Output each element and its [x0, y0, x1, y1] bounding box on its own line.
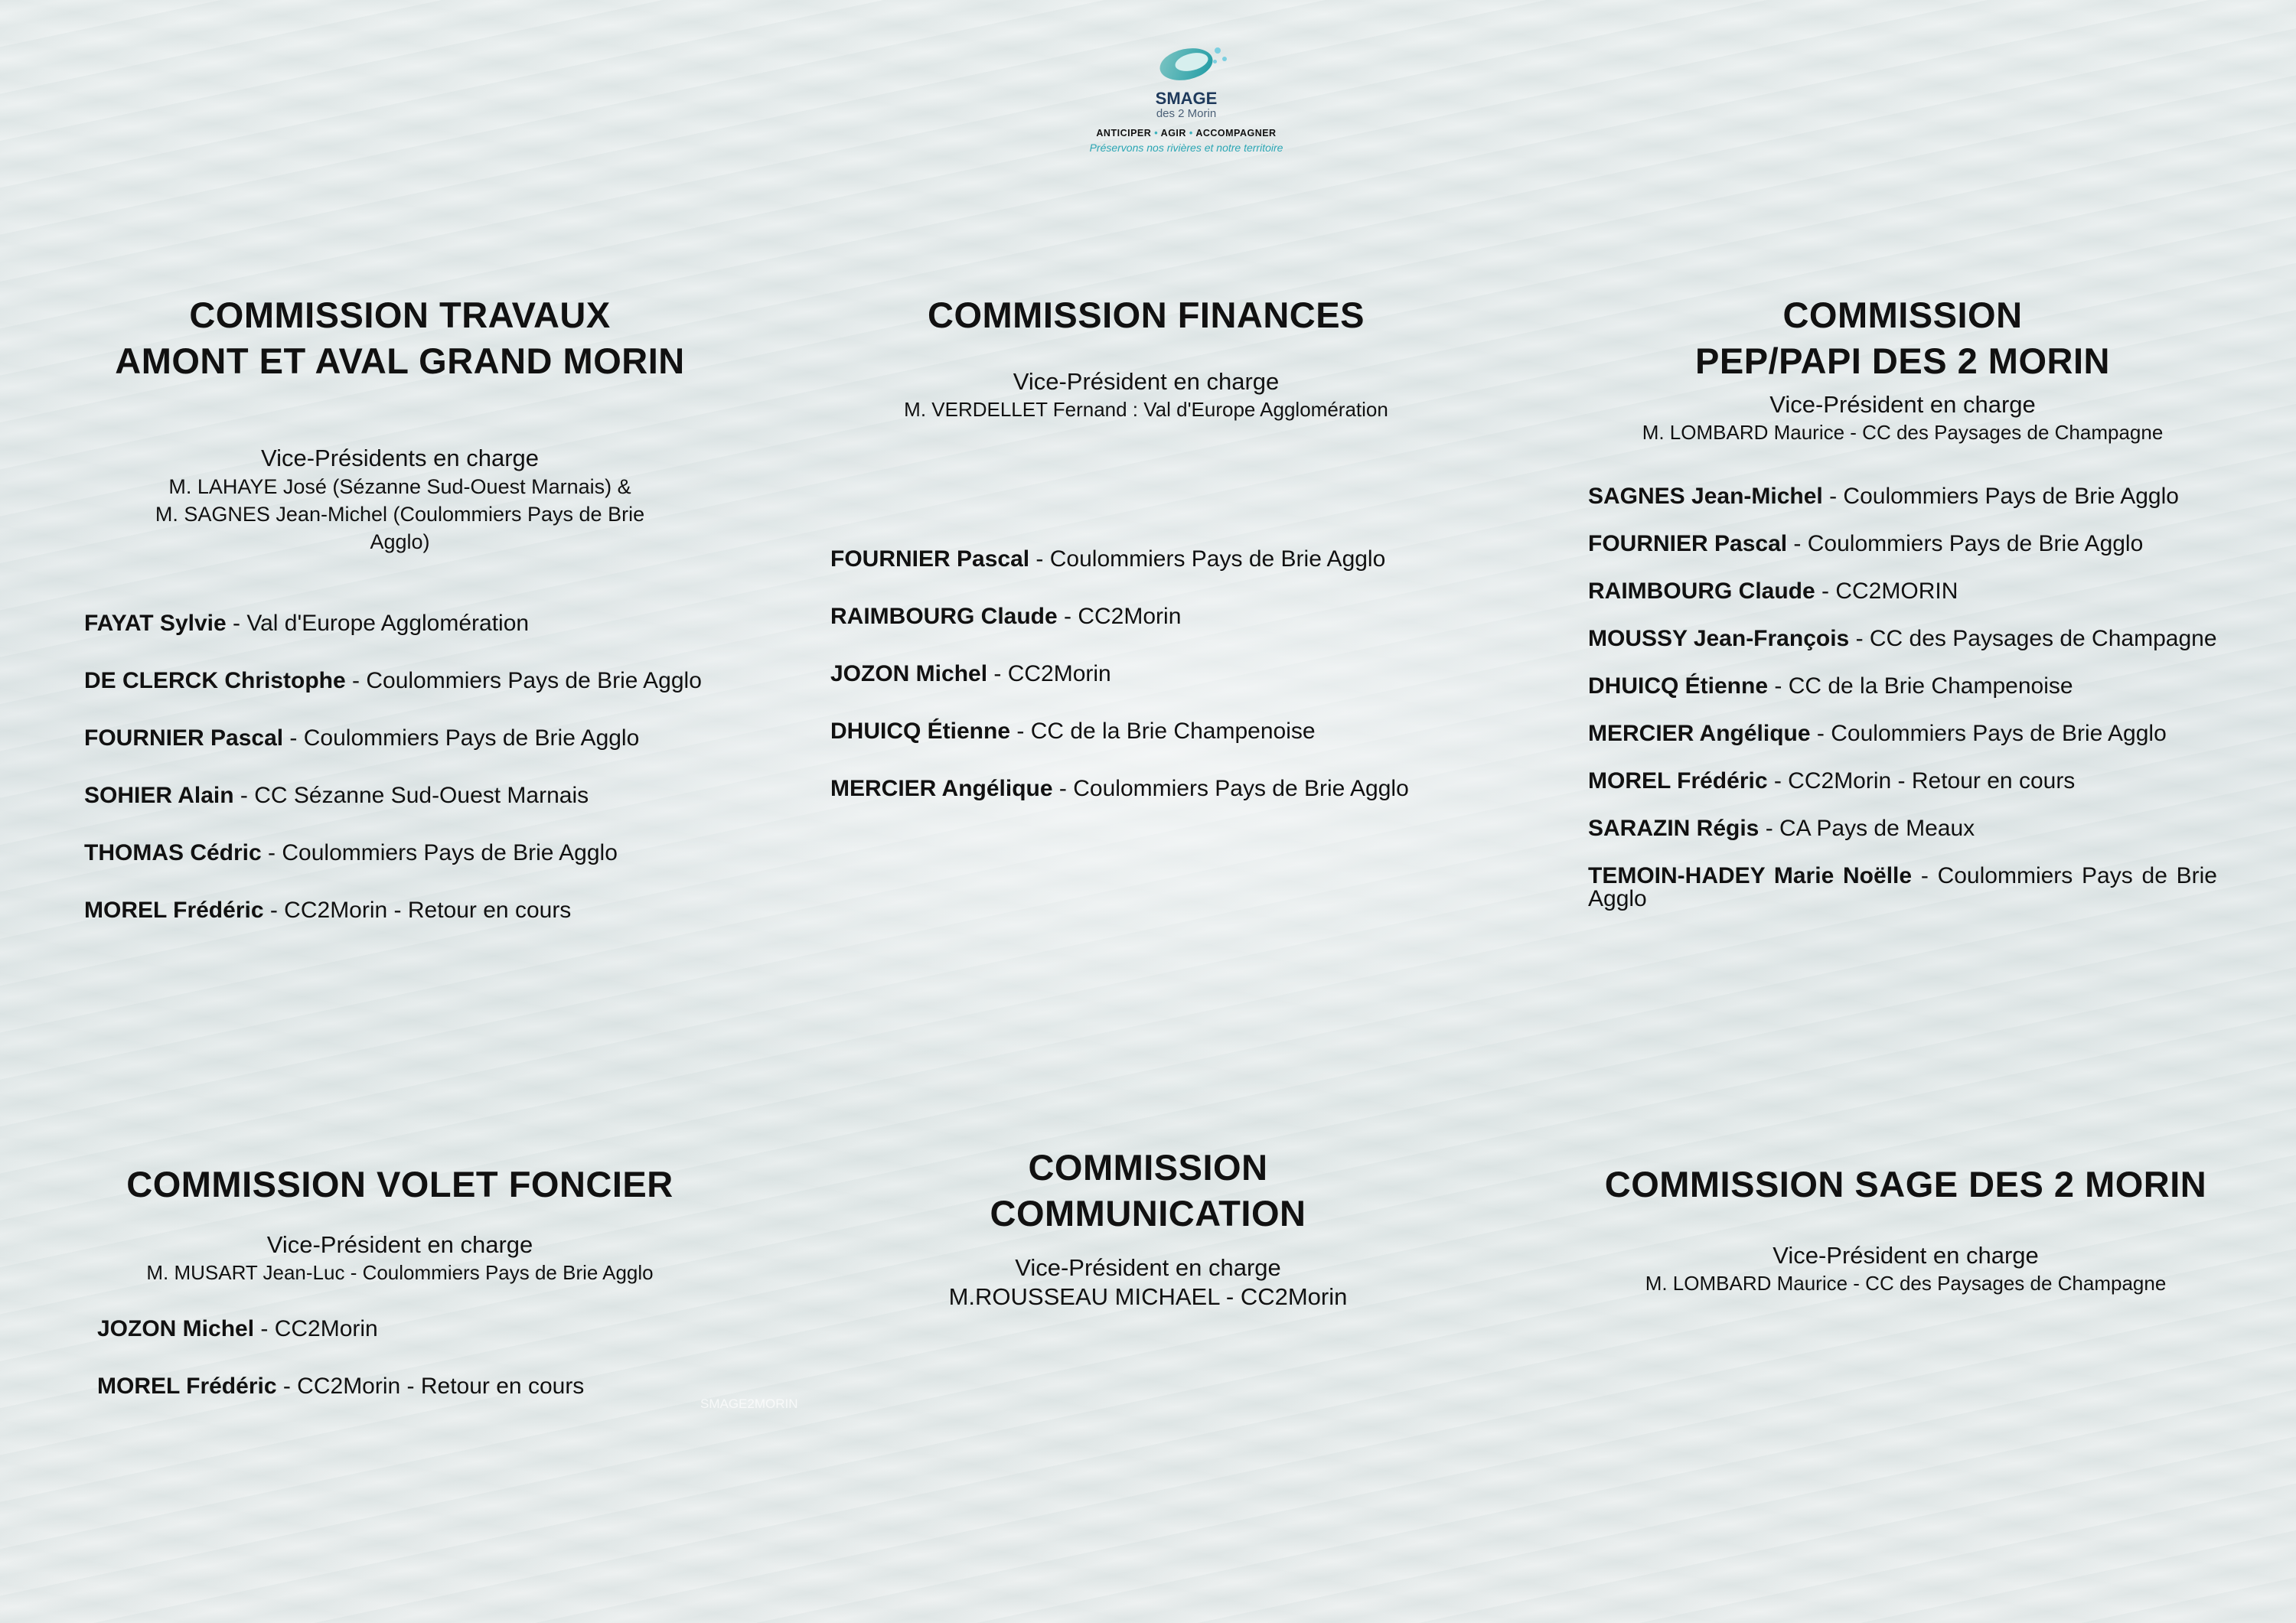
vp-title: Vice-Président en charge — [266, 1231, 533, 1258]
member-name: MOREL Frédéric — [1588, 768, 1768, 794]
title-line: COMMISSION — [1028, 1147, 1268, 1188]
vp-name: M. LOMBARD Maurice - CC des Paysages de Champagne — [1645, 1272, 2167, 1295]
member-name: FOURNIER Pascal — [1588, 531, 1788, 556]
member-item — [830, 717, 1462, 745]
vp-title: Vice-Président en charge — [1773, 1242, 2039, 1269]
member-name: RAIMBOURG Claude — [1588, 578, 1815, 604]
member-item — [84, 839, 716, 867]
member-detail: - Coulommiers Pays de Brie Agglo — [1822, 484, 2179, 509]
tagline-agir: AGIR — [1160, 128, 1186, 139]
member-name: FOURNIER Pascal — [84, 725, 284, 751]
member-name: SAGNES Jean-Michel — [1588, 484, 1823, 509]
member-detail: - CC2MORIN — [1815, 578, 1958, 604]
title-line: COMMISSION — [1782, 295, 2023, 335]
logo-slogan: Préservons nos rivières et notre territoire — [1089, 142, 1283, 154]
logo-subtitle: des 2 Morin — [1156, 107, 1217, 120]
vp-name: M. SAGNES Jean-Michel (Coulommiers Pays de Brie — [155, 503, 645, 526]
vp-title: Vice-Président en charge — [1013, 368, 1280, 395]
member-detail: - CA Pays de Meaux — [1759, 816, 1975, 841]
commission-title — [830, 292, 1462, 338]
vice-president-block — [77, 1230, 723, 1286]
member-detail: - Coulommiers Pays de Brie Agglo — [1052, 776, 1409, 801]
member-item — [830, 545, 1462, 573]
member-detail: - CC2Morin — [254, 1316, 378, 1341]
commission-volet-foncier — [77, 1162, 723, 1429]
member-detail: - CC de la Brie Champenoise — [1010, 719, 1316, 744]
member-item — [1588, 485, 2217, 508]
tagline-separator: • — [1154, 128, 1159, 139]
member-item — [84, 781, 716, 810]
member-name: MOREL Frédéric — [97, 1374, 277, 1399]
member-detail: - Coulommiers Pays de Brie Agglo — [1787, 531, 2144, 556]
commission-title — [1554, 1162, 2258, 1207]
vp-name: M. LOMBARD Maurice - CC des Paysages de Champagne — [1642, 421, 2164, 444]
commission-finances — [830, 292, 1462, 832]
member-item — [1588, 533, 2217, 556]
member-item — [1588, 770, 2217, 793]
vice-president-block — [1557, 390, 2248, 445]
member-name: RAIMBOURG Claude — [830, 604, 1058, 629]
member-name: THOMAS Cédric — [84, 840, 262, 865]
member-detail: - CC2Morin - Retour en cours — [276, 1374, 585, 1399]
title-line: PEP/PAPI DES 2 MORIN — [1695, 341, 2110, 381]
water-drop-icon — [1152, 44, 1221, 87]
member-detail: - CC Sézanne Sud-Ouest Marnais — [233, 783, 589, 808]
vp-name: M. LAHAYE José (Sézanne Sud-Ouest Marnais) & — [168, 475, 631, 498]
member-detail: - CC de la Brie Champenoise — [1768, 673, 2073, 699]
commission-title — [77, 1162, 723, 1207]
member-name: JOZON Michel — [830, 661, 988, 686]
member-list — [1588, 485, 2217, 911]
title-line: COMMISSION FINANCES — [928, 295, 1365, 335]
member-name: DHUICQ Étienne — [1588, 673, 1769, 699]
member-detail: - CC2Morin - Retour en cours — [1767, 768, 2076, 794]
title-line: AMONT ET AVAL GRAND MORIN — [115, 341, 685, 381]
member-name: MOUSSY Jean-François — [1588, 626, 1850, 651]
title-line: COMMUNICATION — [990, 1193, 1306, 1234]
member-item — [84, 724, 716, 752]
member-item — [1588, 675, 2217, 698]
smage-logo — [1064, 44, 1309, 154]
member-name: FOURNIER Pascal — [830, 546, 1030, 572]
commission-title — [842, 1145, 1454, 1237]
member-name: DE CLERCK Christophe — [84, 668, 346, 693]
member-name: MERCIER Angélique — [830, 776, 1053, 801]
member-list — [84, 609, 716, 924]
member-name: DHUICQ Étienne — [830, 719, 1011, 744]
member-list — [830, 545, 1462, 803]
member-detail: - Coulommiers Pays de Brie Agglo — [1810, 721, 2167, 746]
member-item — [84, 666, 716, 695]
commission-pep-papi — [1588, 292, 2217, 935]
member-name: TEMOIN-HADEY Marie Noëlle — [1588, 863, 1913, 888]
member-detail: - Coulommiers Pays de Brie Agglo — [1588, 863, 2217, 911]
tagline-separator: • — [1189, 128, 1193, 139]
member-item — [1588, 865, 2217, 911]
vp-name: M. MUSART Jean-Luc - Coulommiers Pays de Brie Agglo — [146, 1261, 654, 1284]
member-item — [830, 660, 1462, 688]
vice-president-block — [1554, 1241, 2258, 1296]
commission-communication — [842, 1145, 1454, 1312]
member-item — [830, 602, 1462, 631]
member-item — [97, 1372, 723, 1400]
member-detail: - CC2Morin — [1057, 604, 1182, 629]
title-line: COMMISSION VOLET FONCIER — [126, 1164, 673, 1204]
member-detail: - Coulommiers Pays de Brie Agglo — [345, 668, 702, 693]
vice-president-block — [842, 1253, 1454, 1312]
member-name: JOZON Michel — [97, 1316, 255, 1341]
member-detail: - CC des Paysages de Champagne — [1849, 626, 2217, 651]
vp-name: M.ROUSSEAU MICHAEL - CC2Morin — [948, 1283, 1348, 1310]
tagline-accompagner: ACCOMPAGNER — [1195, 128, 1277, 139]
commission-title — [1557, 292, 2248, 384]
member-list — [77, 1315, 723, 1400]
member-item — [1588, 722, 2217, 745]
tagline-anticiper: ANTICIPER — [1096, 128, 1152, 139]
vp-title: Vice-Président en charge — [1769, 391, 2036, 418]
vp-title: Vice-Président en charge — [1015, 1254, 1281, 1281]
member-name: MERCIER Angélique — [1588, 721, 1811, 746]
member-item — [1588, 627, 2217, 650]
member-item — [830, 774, 1462, 803]
logo-tagline — [1064, 128, 1309, 139]
member-name: SOHIER Alain — [84, 783, 234, 808]
vice-president-block — [84, 444, 716, 556]
member-detail: - CC2Morin - Retour en cours — [263, 898, 572, 923]
commission-title — [84, 292, 716, 384]
member-detail: - Coulommiers Pays de Brie Agglo — [1029, 546, 1386, 572]
member-detail: - Val d'Europe Agglomération — [226, 611, 530, 636]
member-item — [1588, 817, 2217, 840]
title-line: COMMISSION SAGE DES 2 MORIN — [1604, 1164, 2207, 1204]
member-detail: - CC2Morin — [987, 661, 1111, 686]
title-line: COMMISSION TRAVAUX — [189, 295, 611, 335]
member-detail: - Coulommiers Pays de Brie Agglo — [261, 840, 618, 865]
member-name: MOREL Frédéric — [84, 898, 264, 923]
member-item — [84, 896, 716, 924]
member-name: SARAZIN Régis — [1588, 816, 1760, 841]
member-detail: - Coulommiers Pays de Brie Agglo — [283, 725, 640, 751]
vp-name: Agglo) — [370, 530, 430, 553]
member-item — [84, 609, 716, 637]
commission-travaux — [84, 292, 716, 953]
vice-president-block — [830, 367, 1462, 422]
vp-name: M. VERDELLET Fernand : Val d'Europe Agglomération — [904, 398, 1388, 421]
member-item — [1588, 580, 2217, 603]
vp-title: Vice-Présidents en charge — [260, 445, 540, 471]
watermark: SMAGE2MORIN — [700, 1396, 798, 1411]
member-item — [97, 1315, 723, 1343]
logo-name: SMAGE — [1155, 89, 1218, 108]
commission-sage — [1554, 1162, 2258, 1296]
member-name: FAYAT Sylvie — [84, 611, 227, 636]
